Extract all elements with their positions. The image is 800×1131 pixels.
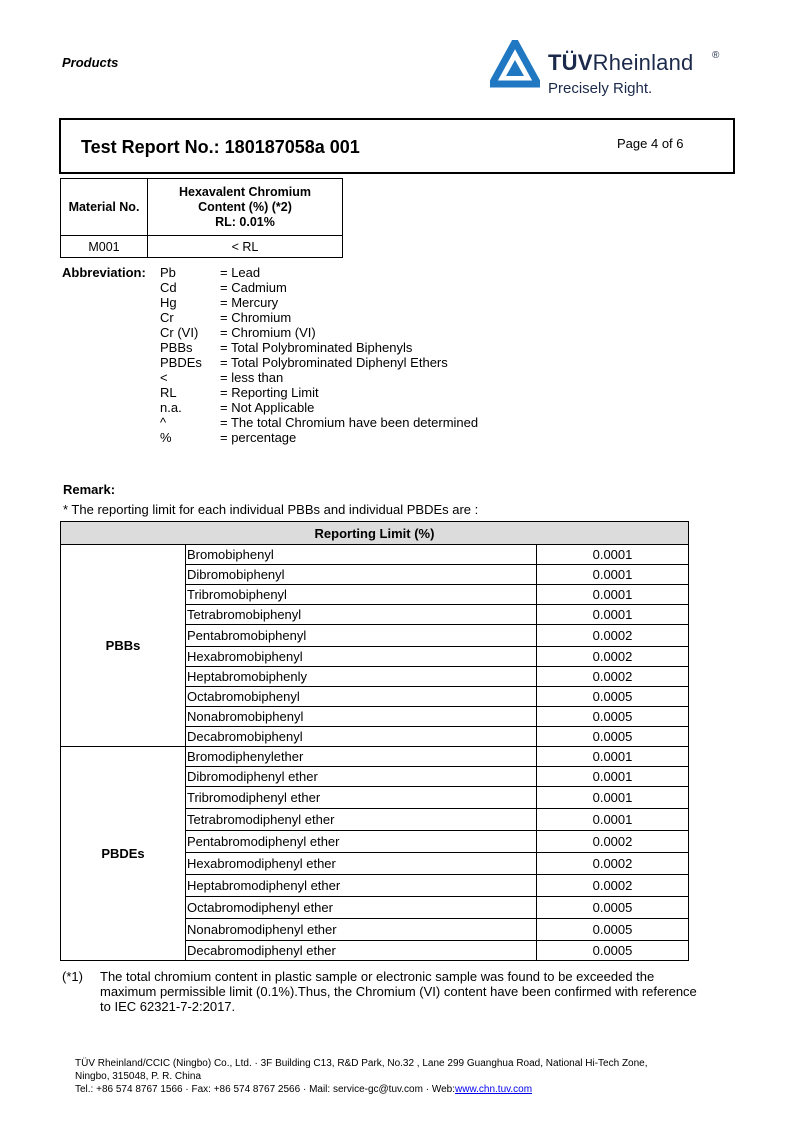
remark-title: Remark: xyxy=(63,482,116,497)
compound-name-cell: Octabromobiphenyl xyxy=(186,687,537,707)
limit-value-cell: 0.0005 xyxy=(537,727,689,747)
table-row xyxy=(61,747,689,767)
limit-value-cell: 0.0002 xyxy=(537,647,689,667)
compound-name-cell: Hexabromobiphenyl xyxy=(186,647,537,667)
remark-text: * The reporting limit for each individual PBBs and individual PBDEs are : xyxy=(63,502,479,517)
page-footer xyxy=(75,1057,715,1096)
limit-value-cell: 0.0005 xyxy=(537,687,689,707)
compound-name-cell: Tribromodiphenyl ether xyxy=(186,787,537,809)
triangle-logo-icon xyxy=(490,40,540,88)
compound-name-cell: Bromobiphenyl xyxy=(186,545,537,565)
limit-value-cell: 0.0001 xyxy=(537,545,689,565)
group-name-cell: PBBs xyxy=(61,545,186,747)
limit-value-cell: 0.0002 xyxy=(537,875,689,897)
compound-name-cell: Tribromobiphenyl xyxy=(186,585,537,605)
compound-name-cell: Octabromodiphenyl ether xyxy=(186,897,537,919)
compound-name-cell: Heptabromodiphenyl ether xyxy=(186,875,537,897)
compound-name-cell: Tetrabromobiphenyl xyxy=(186,605,537,625)
limit-value-cell: 0.0005 xyxy=(537,919,689,941)
abbreviation-value: = Cadmium xyxy=(220,280,287,295)
abbreviation-value: = Mercury xyxy=(220,295,279,310)
chromium-value-cell: < RL xyxy=(148,236,343,258)
abbreviation-key: Cr xyxy=(160,310,174,325)
footnote-text: The total chromium content in plastic sample or electronic sample was found to be exceeded the maximum permissible limit (0.1%).Thus, the Chromium (VI) content have been confirmed with reference to IEC 62321-7-2:2017. xyxy=(100,969,697,1014)
material-table xyxy=(60,178,343,258)
limit-value-cell: 0.0001 xyxy=(537,585,689,605)
limit-value-cell: 0.0005 xyxy=(537,897,689,919)
material-table-header xyxy=(61,179,343,236)
report-title: Test Report No.: 180187058a 001 xyxy=(81,137,360,157)
page-number: Page 4 of 6 xyxy=(617,136,684,151)
table-row xyxy=(61,545,689,565)
limit-value-cell: 0.0002 xyxy=(537,831,689,853)
limit-value-cell: 0.0002 xyxy=(537,667,689,687)
abbreviation-value: = The total Chromium have been determined xyxy=(220,415,479,430)
abbreviation-key: Hg xyxy=(160,295,177,310)
limit-value-cell: 0.0002 xyxy=(537,853,689,875)
footer-city: Ningbo, 315048, P. R. China xyxy=(75,1071,202,1082)
website-link[interactable]: www.chn.tuv.com xyxy=(455,1084,533,1095)
abbreviation-value: = less than xyxy=(220,370,284,385)
abbreviation-value: = Total Polybrominated Biphenyls xyxy=(220,340,413,355)
abbreviation-key: PBDEs xyxy=(160,355,202,370)
hexavalent-chromium-header: Hexavalent Chromium Content (%) (*2) RL: 0.01% xyxy=(148,179,343,236)
abbreviation-label: Abbreviation: xyxy=(62,265,146,280)
limit-value-cell: 0.0001 xyxy=(537,787,689,809)
footnote-mark: (*1) xyxy=(62,969,83,984)
compound-name-cell: Pentabromobiphenyl xyxy=(186,625,537,647)
footer-address: TÜV Rheinland/CCIC (Ningbo) Co., Ltd. · 3F Building C13, R&D Park, No.32 , Lane 299 Guanghua Road, National Hi-Tech Zone, xyxy=(75,1058,648,1069)
products-label: Products xyxy=(62,55,119,70)
table-row xyxy=(61,236,343,258)
limit-value-cell: 0.0001 xyxy=(537,747,689,767)
compound-name-cell: Dibromobiphenyl xyxy=(186,565,537,585)
logo-brand: TÜVRheinland xyxy=(548,50,694,75)
tuv-rheinland-logo xyxy=(490,38,740,100)
abbreviation-key: PBBs xyxy=(160,340,193,355)
reporting-limit-header: Reporting Limit (%) xyxy=(61,522,689,545)
reporting-limit-header-row xyxy=(61,522,689,545)
compound-name-cell: Pentabromodiphenyl ether xyxy=(186,831,537,853)
compound-name-cell: Tetrabromodiphenyl ether xyxy=(186,809,537,831)
group-name-cell: PBDEs xyxy=(61,747,186,961)
abbreviation-key: < xyxy=(160,370,168,385)
compound-name-cell: Decabromobiphenyl xyxy=(186,727,537,747)
limit-value-cell: 0.0001 xyxy=(537,767,689,787)
compound-name-cell: Decabromodiphenyl ether xyxy=(186,941,537,961)
abbreviation-key: RL xyxy=(160,385,177,400)
limit-value-cell: 0.0002 xyxy=(537,625,689,647)
registered-mark: ® xyxy=(712,50,720,61)
abbreviation-key: Cd xyxy=(160,280,177,295)
abbreviation-key: % xyxy=(160,430,172,445)
limit-value-cell: 0.0005 xyxy=(537,707,689,727)
abbreviation-key: n.a. xyxy=(160,400,182,415)
abbreviation-value: = percentage xyxy=(220,430,297,445)
abbreviation-value: = Chromium xyxy=(220,310,292,325)
footer-contact: Tel.: +86 574 8767 1566 · Fax: +86 574 8767 2566 · Mail: service-gc@tuv.com · Web:www.chn.tuv.com xyxy=(75,1084,533,1095)
compound-name-cell: Nonabromobiphenyl xyxy=(186,707,537,727)
material-no-header: Material No. xyxy=(61,179,148,236)
abbreviation-key: Pb xyxy=(160,265,176,280)
reporting-limit-table xyxy=(60,521,689,961)
logo-tagline: Precisely Right. xyxy=(548,80,653,97)
abbreviation-value: = Lead xyxy=(220,265,261,280)
abbreviation-key: Cr (VI) xyxy=(160,325,199,340)
limit-value-cell: 0.0001 xyxy=(537,565,689,585)
limit-value-cell: 0.0001 xyxy=(537,605,689,625)
compound-name-cell: Dibromodiphenyl ether xyxy=(186,767,537,787)
limit-value-cell: 0.0005 xyxy=(537,941,689,961)
abbreviation-value: = Reporting Limit xyxy=(220,385,319,400)
abbreviation-value: = Chromium (VI) xyxy=(220,325,316,340)
compound-name-cell: Heptabromobiphenly xyxy=(186,667,537,687)
report-header-box xyxy=(59,118,735,174)
abbreviation-value: = Not Applicable xyxy=(220,400,315,415)
abbreviation-value: = Total Polybrominated Diphenyl Ethers xyxy=(220,355,448,370)
abbreviation-key: ^ xyxy=(160,415,167,430)
limit-value-cell: 0.0001 xyxy=(537,809,689,831)
material-no-cell: M001 xyxy=(61,236,148,258)
compound-name-cell: Bromodiphenylether xyxy=(186,747,537,767)
compound-name-cell: Nonabromodiphenyl ether xyxy=(186,919,537,941)
compound-name-cell: Hexabromodiphenyl ether xyxy=(186,853,537,875)
